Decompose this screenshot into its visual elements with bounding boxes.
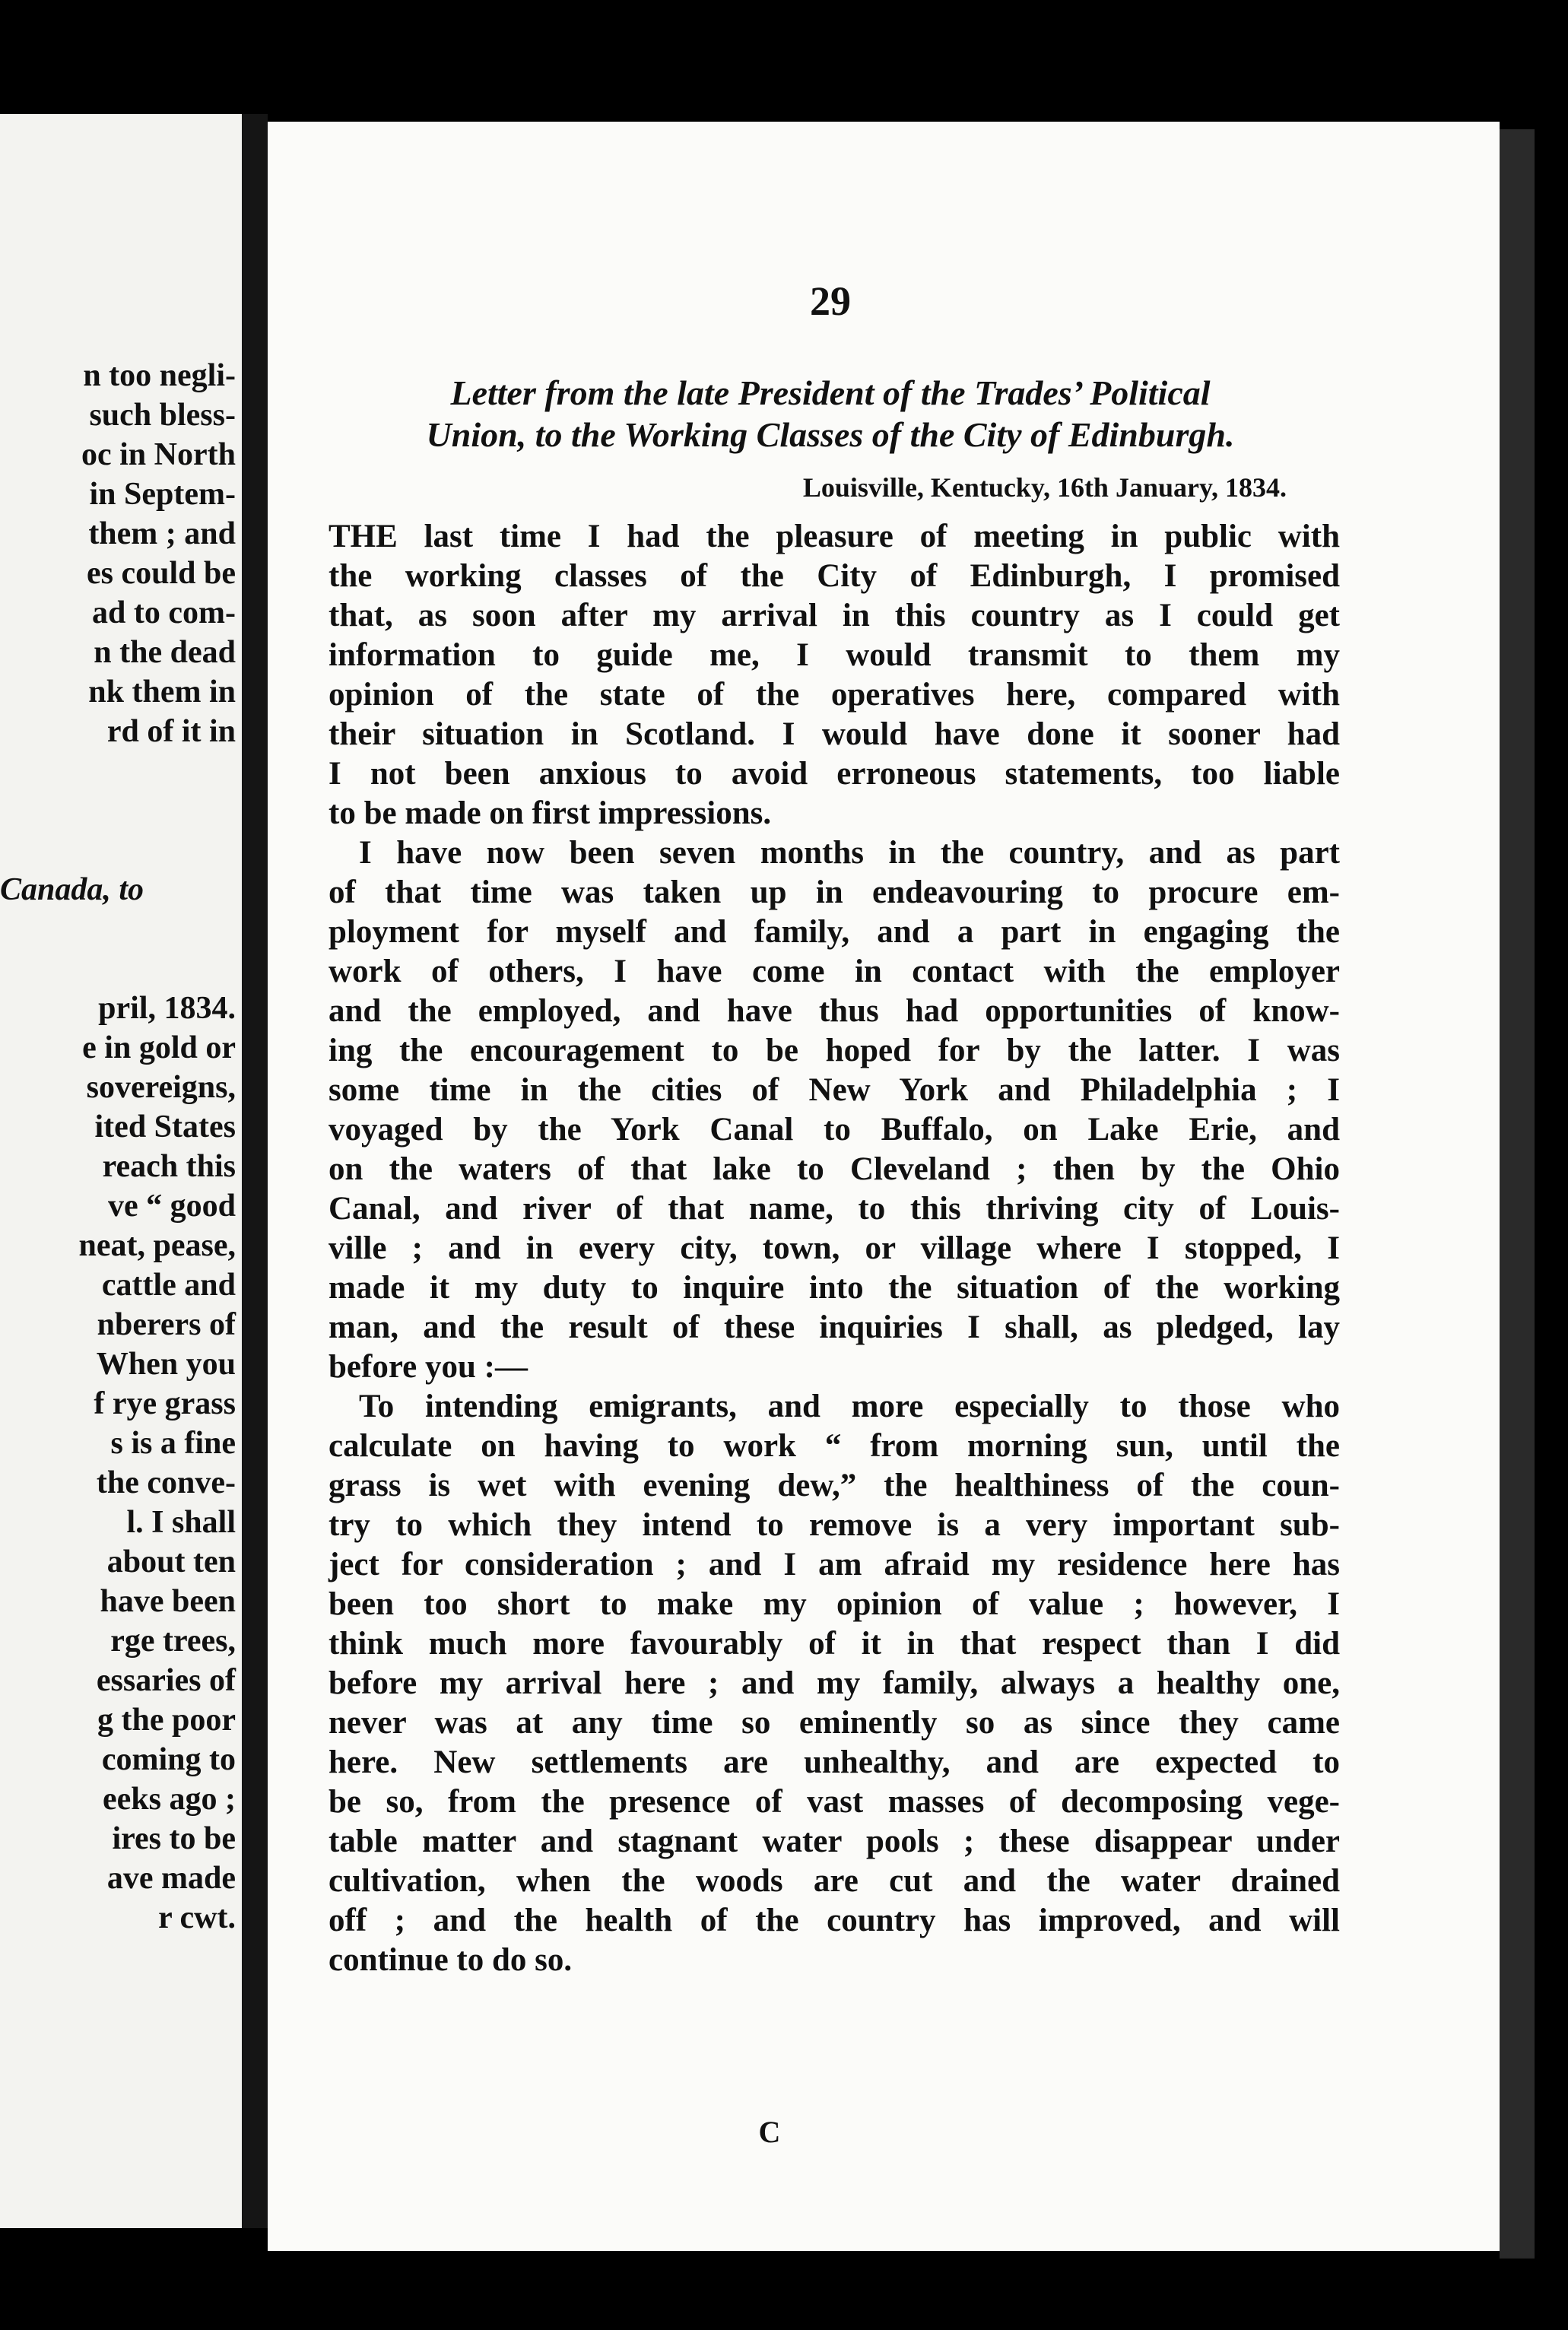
left-page-line: ited States [94,1109,236,1144]
right-page [268,122,1500,2251]
left-page-line: When you [96,1347,236,1382]
body-line: here. New settlements are unhealthy, and are expected to [329,1744,1340,1780]
body-line: voyaged by the York Canal to Buffalo, on Lake Erie, and [329,1112,1340,1148]
letter-title-line-2: Union, to the Working Classes of the City of Edinburgh. [426,415,1235,454]
signature-mark: C [758,2115,781,2149]
body-line: be so, from the presence of vast masses of decomposing vege- [329,1784,1340,1820]
left-page-line: eeks ago ; [103,1782,236,1817]
body-line: I have now been seven months in the country, and as part [359,835,1340,871]
body-line: been too short to make my opinion of value ; however, I [329,1586,1340,1622]
body-line: never was at any time so eminently so as since they came [329,1705,1340,1741]
body-line: calculate on having to work “ from morning sun, until the [329,1428,1340,1464]
body-line: ployment for myself and family, and a part in engaging the [329,914,1340,950]
body-line: ville ; and in every city, town, or village where I stopped, I [329,1230,1340,1266]
body-line: ing the encouragement to be hoped for by the latter. I was [329,1033,1340,1068]
left-page-line: reach this [102,1149,236,1184]
left-page-line: e in gold or [82,1030,236,1065]
left-page-line: f rye grass [94,1386,236,1421]
body-line: information to guide me, I would transmit to them my [329,637,1340,673]
body-line: made it my duty to inquire into the situation of the working [329,1270,1340,1306]
body-line: opinion of the state of the operatives here, compared with [329,677,1340,713]
left-page-line: them ; and [88,516,236,551]
left-page-line: have been [100,1584,236,1619]
letter-title-line-1: Letter from the late President of the Trades’ Political [450,373,1211,412]
body-line: ject for consideration ; and I am afraid my residence here has [329,1547,1340,1582]
left-page-line: sovereigns, [86,1070,236,1105]
left-page-line: nberers of [97,1307,236,1342]
left-page-line: r cwt. [158,1900,236,1935]
page-number: 29 [810,278,851,324]
left-page-line: s is a fine [110,1426,236,1461]
left-page-line: ires to be [112,1821,236,1856]
left-page-line: n the dead [94,635,236,670]
left-page-line: ad to com- [92,595,236,630]
left-page-line: essaries of [96,1663,236,1698]
left-page-line: ave made [106,1861,236,1896]
body-line: before you :— [329,1349,528,1385]
left-page-line: rge trees, [110,1624,236,1659]
left-page-line: pril, 1834. [98,991,236,1026]
page-edge-shadow [1500,129,1535,2259]
left-page-line: cattle and [101,1268,236,1303]
body-line: and the employed, and have thus had opportunities of know- [329,993,1340,1029]
left-page-line: coming to [101,1742,236,1777]
body-line: that, as soon after my arrival in this country as I could get [329,598,1340,633]
left-page-line: about ten [106,1544,236,1579]
body-line: man, and the result of these inquiries I shall, as pledged, lay [329,1309,1340,1345]
body-line: To intending emigrants, and more especially to those who [359,1389,1340,1424]
body-line: THE last time I had the pleasure of meeting in public with [329,519,1340,554]
body-line: before my arrival here ; and my family, always a healthy one, [329,1665,1340,1701]
body-line: Canal, and river of that name, to this thriving city of Louis- [329,1191,1340,1227]
body-line: to be made on first impressions. [329,795,772,831]
left-page-line: oc in North [81,437,236,472]
body-line: cultivation, when the woods are cut and the water drained [329,1863,1340,1899]
left-page-line: l. I shall [126,1505,236,1540]
body-line: try to which they intend to remove is a very important sub- [329,1507,1340,1543]
body-line: some time in the cities of New York and Philadelphia ; I [329,1072,1340,1108]
body-line: on the waters of that lake to Cleveland ; then by the Ohio [329,1151,1340,1187]
left-page-line: the conve- [96,1465,236,1500]
left-page-line: ve “ good [108,1189,236,1224]
left-page-line: g the poor [97,1703,236,1738]
dateline: Louisville, Kentucky, 16th January, 1834. [802,472,1287,503]
body-line: continue to do so. [329,1942,573,1978]
body-line: table matter and stagnant water pools ; these disappear under [329,1824,1340,1859]
body-line: grass is wet with evening dew,” the healthiness of the coun- [329,1468,1340,1503]
book-gutter [242,114,268,2228]
left-page-fragment [0,114,242,2228]
left-page-line: such bless- [89,398,236,433]
body-line: think much more favourably of it in that respect than I did [329,1626,1340,1662]
body-line: I not been anxious to avoid erroneous statements, too liable [329,756,1340,792]
left-page-line: Canada, to [0,872,144,907]
left-page-line: neat, pease, [78,1228,236,1263]
body-line: the working classes of the City of Edinburgh, I promised [329,558,1340,594]
left-page-line: rd of it in [106,714,236,749]
left-page-line: in Septem- [89,477,236,512]
body-line: work of others, I have come in contact with the employer [329,954,1340,989]
left-page-line: nk them in [88,675,236,709]
body-line: their situation in Scotland. I would have done it sooner had [329,716,1340,752]
body-line: of that time was taken up in endeavouring to procure em- [329,875,1340,910]
left-page-line: n too negli- [83,358,236,393]
body-line: off ; and the health of the country has improved, and will [329,1903,1340,1938]
left-page-line: es could be [86,556,236,591]
